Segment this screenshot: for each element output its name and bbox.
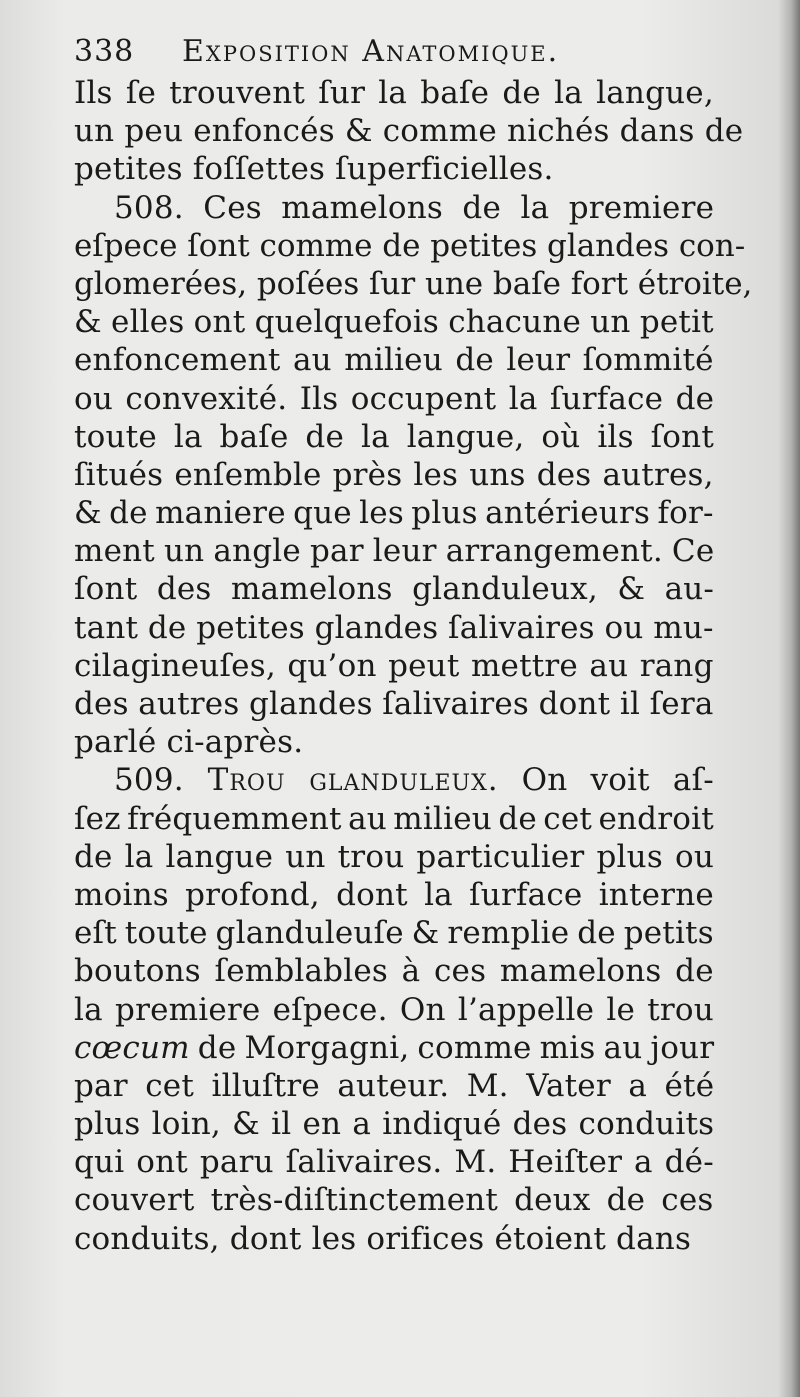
text-line: de la langue un trou particulier plus ou xyxy=(74,838,715,875)
paragraph-number: 509. xyxy=(114,762,184,799)
italic-term: cœcum xyxy=(74,1029,190,1066)
text-line: & elles ont quelquefois chacune un petit xyxy=(74,304,714,341)
text-line: ſez fréquemment au milieu de cet endroit xyxy=(74,800,714,837)
paragraph-509-start xyxy=(74,761,714,799)
text-line: plus loin, & il en a indiqué des conduits xyxy=(74,1106,715,1143)
text-line: eſt toute glanduleuſe & remplie de petits xyxy=(74,915,714,952)
text-line: ou convexité. Ils occupent la ſurface de xyxy=(74,380,715,417)
text-line: eſpece ſont comme de petites glandes con- xyxy=(74,227,746,264)
text-line: ſitués enſemble près les uns des autres, xyxy=(74,456,714,493)
text-line: cilagineuſes, qu’on peut mettre au rang xyxy=(74,647,714,684)
text-block xyxy=(74,30,753,1258)
text-line: couvert très-diſtinctement deux de ces xyxy=(74,1182,714,1219)
text-line: ment un angle par leur arrangement. Ce xyxy=(74,533,715,570)
text-line: & de maniere que les plus antérieurs for- xyxy=(74,495,714,532)
text-line: glomerées, poſées ſur une baſe fort étroite, xyxy=(74,265,753,302)
page-gutter-shadow xyxy=(778,0,800,1397)
page-number: 338 xyxy=(74,34,135,69)
text-line: conduits, dont les orifices étoient dans xyxy=(74,1220,692,1257)
text-line: Ils ſe trouvent ſur la baſe de la langue, xyxy=(74,75,714,111)
text-line: tant de petites glandes ſalivaires ou mu- xyxy=(74,609,714,646)
text-line: la premiere eſpece. On l’appelle le trou xyxy=(74,991,714,1028)
paragraph-508-start xyxy=(74,189,714,227)
text-run: Ces mamelons de la premiere xyxy=(183,189,715,226)
text-line: toute la baſe de la langue, où ils ſont xyxy=(74,418,714,455)
running-title: Exposition Anatomique. xyxy=(182,34,560,69)
text-line: moins profond, dont la ſurface interne xyxy=(74,876,714,913)
text-line: ſont des mamelons glanduleux, & au- xyxy=(74,571,715,608)
paragraph-number: 508. xyxy=(114,189,184,226)
text-line: un peu enfoncés & comme nichés dans de xyxy=(74,113,744,150)
text-line xyxy=(74,1029,714,1067)
text-line: par cet illuſtre auteur. M. Vater a été xyxy=(74,1067,715,1104)
text-line: parlé ci-après. xyxy=(74,724,304,761)
section-heading: Trou glanduleux. xyxy=(183,762,499,799)
text-line: des autres glandes ſalivaires dont il ſera xyxy=(74,686,714,722)
running-head xyxy=(74,30,714,74)
text-line: boutons ſemblables à ces mamelons de xyxy=(74,953,714,990)
text-line: enfoncement au milieu de leur ſommité xyxy=(74,342,714,379)
text-line: petites foſſettes ſuperficielles. xyxy=(74,151,554,188)
text-run: de Morgagni, comme mis au jour xyxy=(189,1029,715,1066)
text-run: On voit aſ- xyxy=(498,762,714,799)
text-line: qui ont paru ſalivaires. M. Heiſter a dé- xyxy=(74,1144,714,1181)
